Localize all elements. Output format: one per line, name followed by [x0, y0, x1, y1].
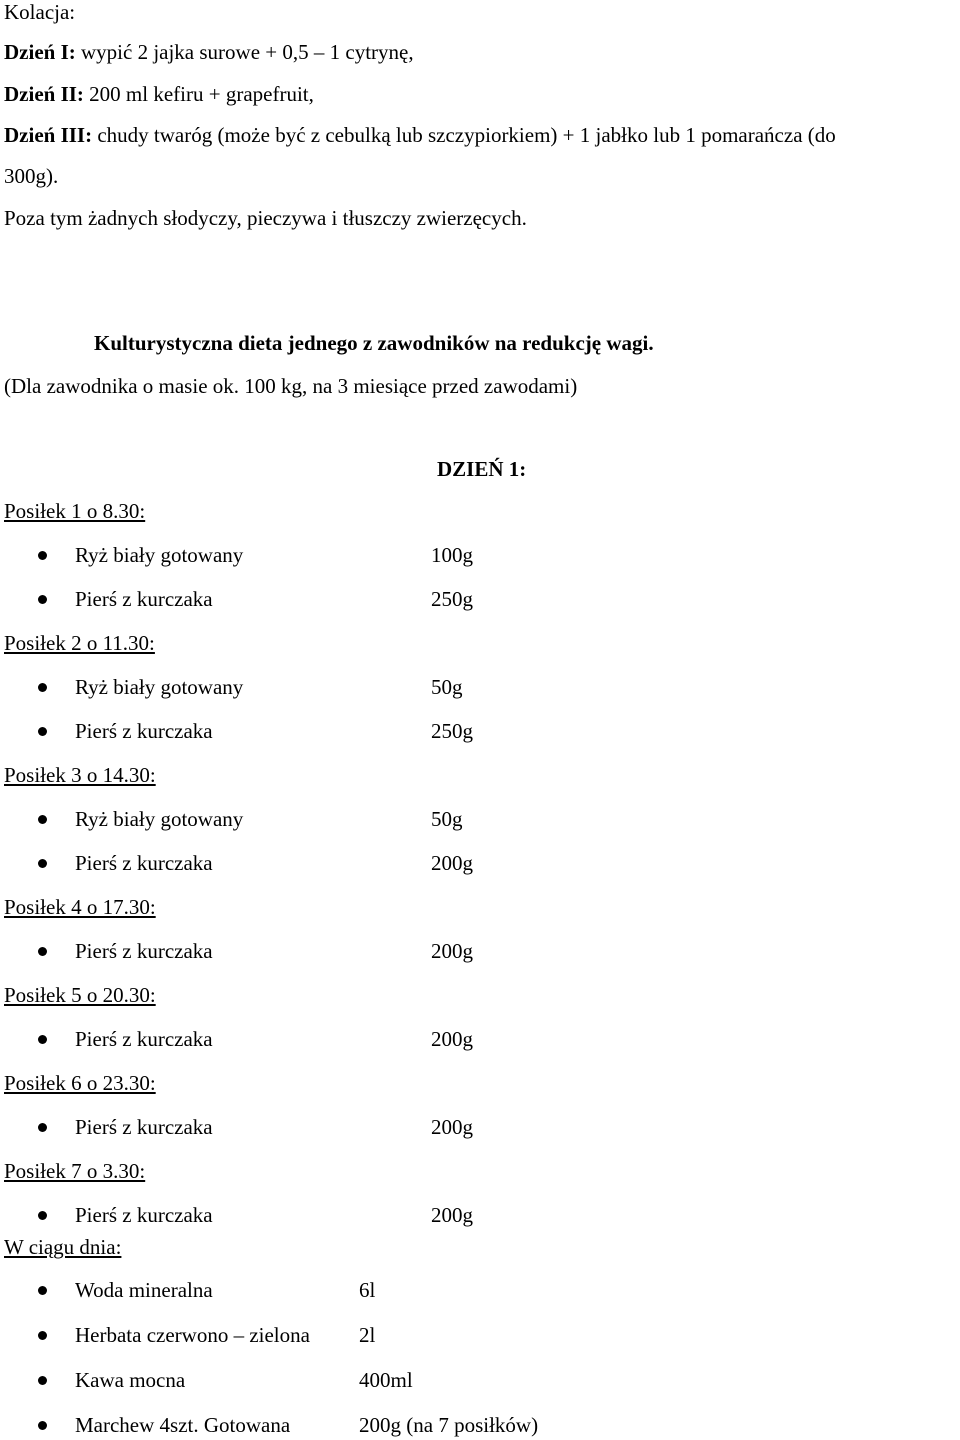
bullet-icon [38, 727, 47, 736]
bullet-icon [38, 595, 47, 604]
day-3-continuation: 300g). [4, 164, 59, 188]
diet-title: Kulturystyczna dieta jednego z zawodników na redukcję wagi. [94, 331, 654, 355]
bullet-icon [38, 551, 47, 560]
meal-item-name: Pierś z kurczaka [75, 1115, 213, 1139]
meal-label: Posiłek 4 o 17.30: [4, 895, 156, 919]
meal-item-qty: 50g [431, 675, 463, 699]
meal-item-name: Pierś z kurczaka [75, 1203, 213, 1227]
meal-item-name: Pierś z kurczaka [75, 939, 213, 963]
meal-item-qty: 250g [431, 719, 473, 743]
meal-label: Posiłek 6 o 23.30: [4, 1071, 156, 1095]
meal-label: Posiłek 2 o 11.30: [4, 631, 155, 655]
bullet-icon [38, 1286, 47, 1295]
meal-item-name: Pierś z kurczaka [75, 1027, 213, 1051]
meal-item-name: Ryż biały gotowany [75, 807, 244, 831]
meal-label: Posiłek 3 o 14.30: [4, 763, 156, 787]
bullet-icon [38, 1376, 47, 1385]
diet-note: Poza tym żadnych słodyczy, pieczywa i tłuszczy zwierzęcych. [4, 206, 527, 230]
daily-item-qty: 400ml [359, 1368, 413, 1392]
kolacja-heading: Kolacja: [4, 0, 76, 24]
meal-label: Posiłek 7 o 3.30: [4, 1159, 146, 1183]
meal-item-name: Pierś z kurczaka [75, 719, 213, 743]
day-2-label: Dzień II: [4, 82, 84, 106]
meal-item-qty: 250g [431, 587, 473, 611]
daily-item-qty: 200g (na 7 posiłków) [359, 1413, 539, 1437]
daily-item-name: Marchew 4szt. Gotowana [75, 1413, 291, 1437]
day-2-text: 200 ml kefiru + grapefruit, [83, 82, 314, 106]
daily-item-name: Herbata czerwono – zielona [75, 1323, 310, 1347]
bullet-icon [38, 683, 47, 692]
meal-item-name: Pierś z kurczaka [75, 851, 213, 875]
daily-item-name: Woda mineralna [75, 1278, 213, 1302]
meal-item-qty: 50g [431, 807, 463, 831]
daily-label: W ciągu dnia: [4, 1235, 122, 1259]
day-2-line [4, 82, 314, 106]
day-1-label: Dzień I: [4, 40, 76, 64]
day-3-label: Dzień III: [4, 123, 93, 147]
meal-item-qty: 100g [431, 543, 473, 567]
day-1-line [4, 40, 414, 64]
bullet-icon [38, 1211, 47, 1220]
bullet-icon [38, 859, 47, 868]
meal-item-name: Ryż biały gotowany [75, 543, 244, 567]
day-3-line [4, 123, 836, 147]
daily-item-qty: 2l [359, 1323, 376, 1347]
meal-item-name: Pierś z kurczaka [75, 587, 213, 611]
meal-item-qty: 200g [431, 1203, 473, 1227]
meal-item-qty: 200g [431, 939, 473, 963]
meal-label: Posiłek 5 o 20.30: [4, 983, 156, 1007]
day-3-text: chudy twaróg (może być z cebulką lub szczypiorkiem) + 1 jabłko lub 1 pomarańcza (do [92, 123, 836, 147]
day-heading: DZIEŃ 1: [437, 457, 527, 481]
meal-label: Posiłek 1 o 8.30: [4, 499, 146, 523]
meal-item-qty: 200g [431, 1115, 473, 1139]
bullet-icon [38, 1035, 47, 1044]
meal-item-qty: 200g [431, 851, 473, 875]
daily-item-qty: 6l [359, 1278, 376, 1302]
bullet-icon [38, 1421, 47, 1430]
bullet-icon [38, 947, 47, 956]
meal-item-qty: 200g [431, 1027, 473, 1051]
bullet-icon [38, 1331, 47, 1340]
diet-subtitle: (Dla zawodnika o masie ok. 100 kg, na 3 miesiące przed zawodami) [4, 374, 578, 398]
meal-item-name: Ryż biały gotowany [75, 675, 244, 699]
daily-item-name: Kawa mocna [75, 1368, 186, 1392]
bullet-icon [38, 1123, 47, 1132]
day-1-text: wypić 2 jajka surowe + 0,5 – 1 cytrynę, [75, 40, 414, 64]
bullet-icon [38, 815, 47, 824]
